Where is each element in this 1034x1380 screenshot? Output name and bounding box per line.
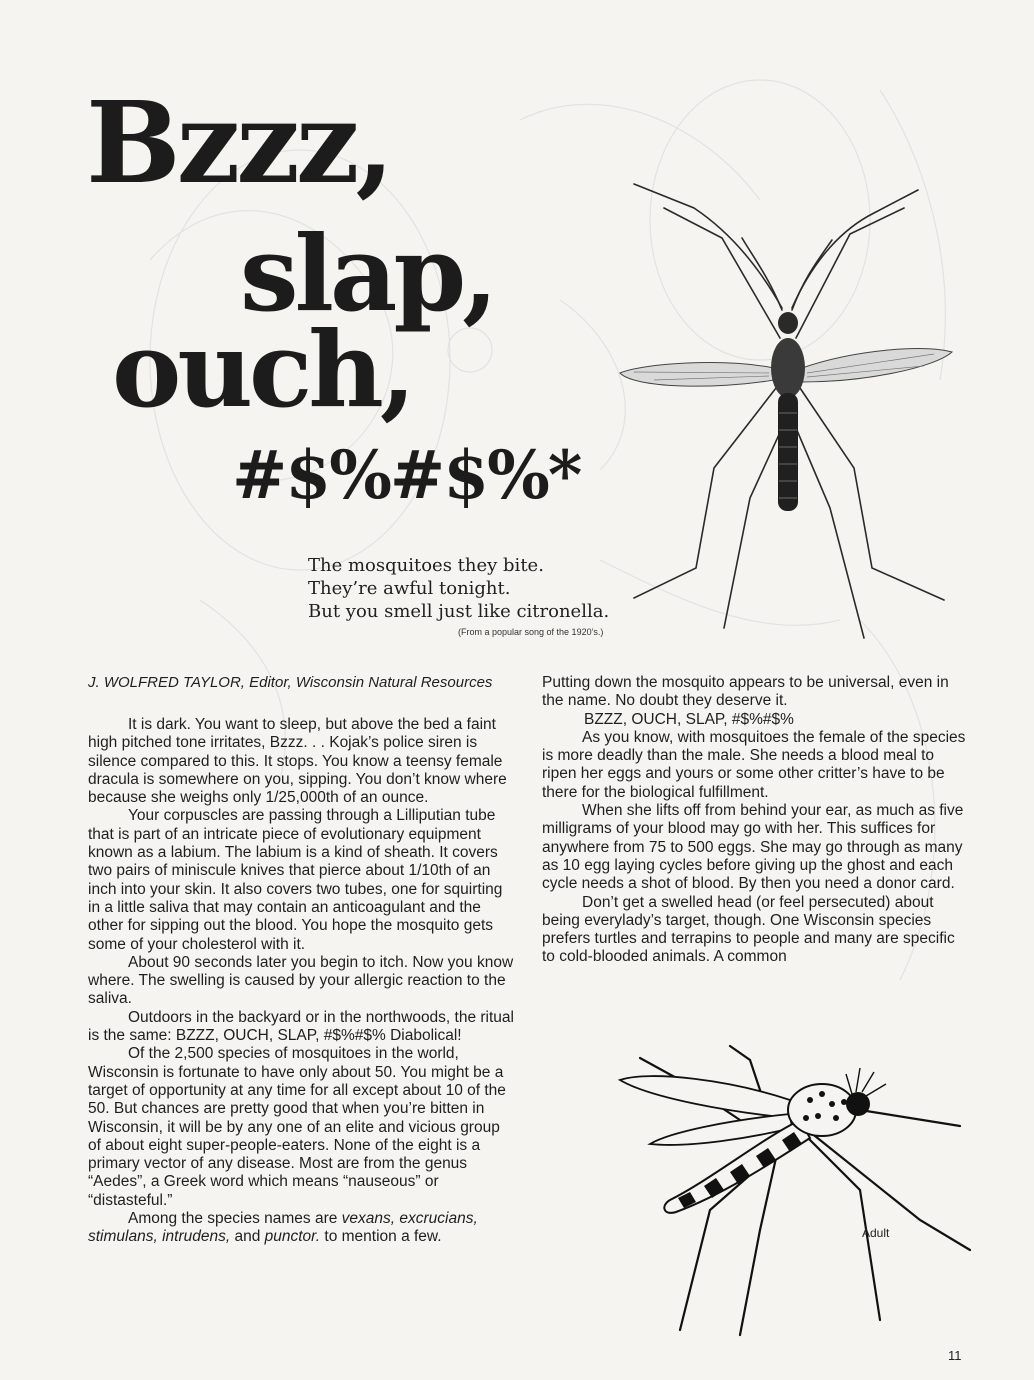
verse-line: They’re awful tonight. [308,578,511,599]
headline-line-1: Bzzz, [86,78,391,209]
article-column-right [542,674,970,967]
paragraph-refrain: BZZZ, OUCH, SLAP, #$%#$% [584,710,794,728]
paragraph: About 90 seconds later you begin to itch. Now you know where. The swelling is caused by your allergic reaction to the saliva. [88,953,514,1008]
figure-caption: Adult [862,1226,890,1240]
species-name-punctor: punctor. [264,1228,321,1246]
paragraph: As you know, with mosquitoes the female of the species is more deadly than the male. She needs a blood meal to ripen her eggs and yours or some other critter’s have to be there for the biological fulfillment. [542,728,966,801]
headline-line-3: ouch, [112,308,413,431]
text-run: to mention a few. [320,1228,442,1246]
paragraph: Your corpuscles are passing through a Lilliputian tube that is part of an intricate piece of evolutionary equipment known as a labium. The labium is a kind of sheath. It covers two pairs of miniscule knives that pierce about 1/10th of an inch into your skin. It also covers two tubes, one for squirting in a little saliva that may contain an anticoagulant and the other for sipping out the blood. You hope the mosquito gets some of your cholesterol with it. [88,807,503,953]
headline-line-2: slap, [240,212,495,335]
page-number: 11 [948,1348,962,1363]
paragraph: It is dark. You want to sleep, but above the bed a faint high pitched tone irritates, Bzzz. . . Kojak’s police siren is silence compared to this. It stops. You know a teensy female dracula is somewhere on you, sipping. You don’t know where because she weighs only 1/25,000th of an ounce. [88,716,507,807]
article-column-left [88,716,516,1247]
species-names: vexans, excrucians, stimulans, intrudens, [88,1210,478,1246]
paragraph: Don’t get a swelled head (or feel persecuted) about being everylady’s target, though. One Wisconsin species prefers turtles and terrapins to people and many are specific to cold-blooded animals. A common [542,893,955,966]
headline-line-4: #$%#$%* [232,436,581,514]
paragraph: When she lifts off from behind your ear, as much as five milligrams of your blood may go with her. This suffices for anywhere from 75 to 500 eggs. She may go through as many as 10 egg laying cycles before giving up the ghost and each cycle needs a shot of blood. By then you need a donor card. [542,802,964,893]
verse-source: (From a popular song of the 1920’s.) [458,627,604,637]
adult-mosquito-drawing-icon [560,1040,980,1340]
text-run: Among the species names are [128,1210,342,1228]
paragraph: Putting down the mosquito appears to be universal, even in the name. No doubt they deserve it. [542,674,949,710]
text-run: and [230,1228,265,1246]
song-verse [308,554,628,623]
paragraph: Of the 2,500 species of mosquitoes in the world, Wisconsin is fortunate to have only about 50. You might be a target of opportunity at any time for all except about 10 of the 50. But chances are pretty good that when you’re bitten in Wisconsin, it will be by any one of an elite and vicious group of about eight super-people-eaters. None of the eight is a primary vector of any disease. Most are from the genus “Aedes”, a Greek word which means “nauseous” or “distasteful.” [88,1045,506,1209]
verse-line: But you smell just like citronella. [308,601,610,622]
paragraph: Outdoors in the backyard or in the northwoods, the ritual is the same: BZZZ, OUCH, SLAP, #$%#$% Diabolical! [88,1008,514,1045]
paragraph-species-names [88,1210,516,1247]
mosquito-illustration-icon [604,168,974,668]
author-byline: J. WOLFRED TAYLOR, Editor, Wisconsin Natural Resources [88,674,493,691]
verse-line: The mosquitoes they bite. [308,555,544,576]
